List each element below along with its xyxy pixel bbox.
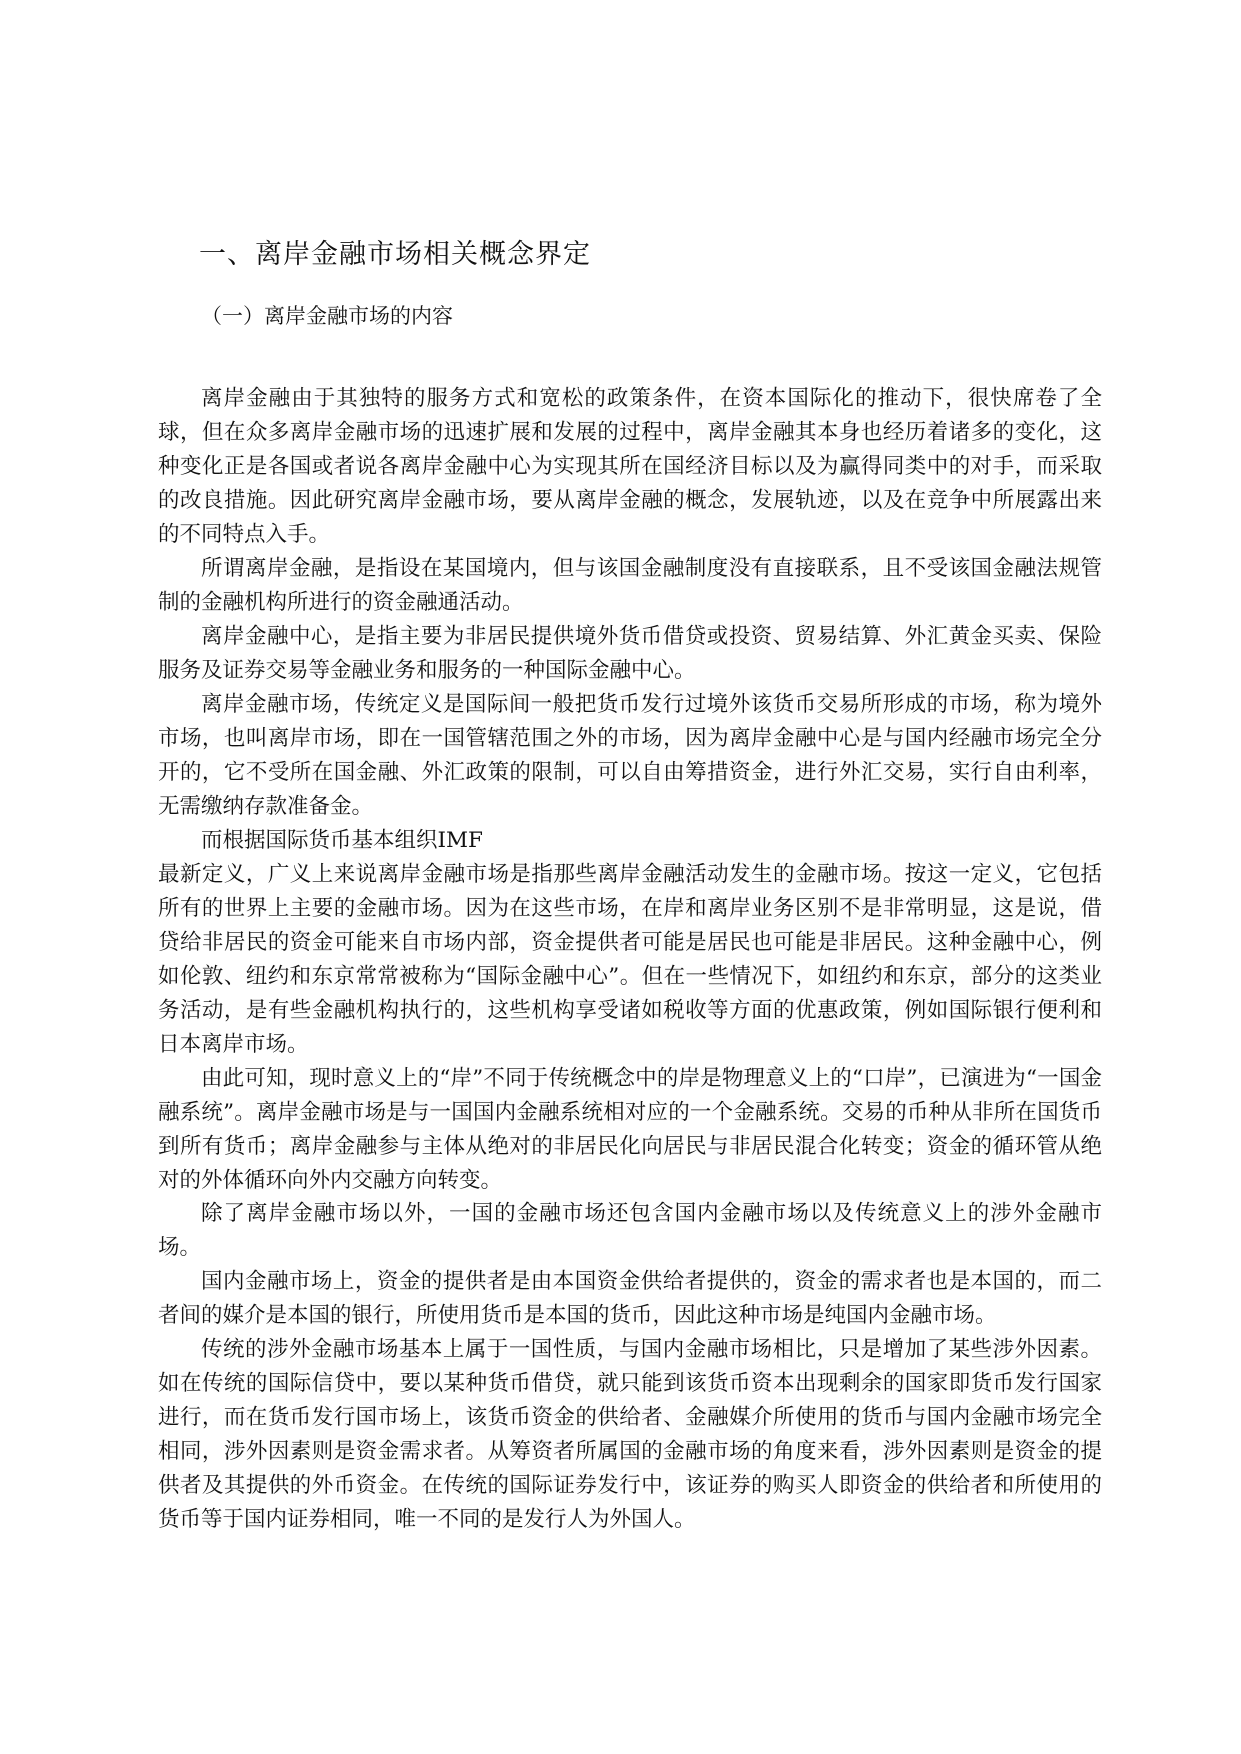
paragraph: 最新定义，广义上来说离岸金融市场是指那些离岸金融活动发生的金融市场。按这一定义，它包括所有的世界上主要的金融市场。因为在这些市场，在岸和离岸业务区别不是非常明显，这是说，借贷给非居民的资金可能来自市场内部，资金提供者可能是居民也可能是非居民。这种金融中心，例如伦敦、纽约和东京常常被称为“国际金融中心”。但在一些情况下，如纽约和东京，部分的这类业务活动，是有些金融机构执行的，这些机构享受诸如税收等方面的优惠政策，例如国际银行便利和日本离岸市场。 bbox=[158, 862, 1102, 1057]
paragraph: 而根据国际货币基本组织IMF bbox=[201, 828, 483, 853]
body-section-b bbox=[158, 1197, 1102, 1537]
paragraph: 离岸金融中心，是指主要为非居民提供境外货币借贷或投资、贸易结算、外汇黄金买卖、保险服务及证券交易等金融业务和服务的一种国际金融中心。 bbox=[158, 624, 1102, 683]
paragraph: 除了离岸金融市场以外，一国的金融市场还包含国内金融市场以及传统意义上的涉外金融市场。 bbox=[158, 1201, 1102, 1260]
paragraph: 离岸金融市场，传统定义是国际间一般把货币发行过境外该货币交易所形成的市场，称为境外市场，也叫离岸市场，即在一国管辖范围之外的市场，因为离岸金融中心是与国内经融市场完全分开的，它不受所在国金融、外汇政策的限制，可以自由筹措资金，进行外汇交易，实行自由利率，无需缴纳存款准备金。 bbox=[158, 692, 1102, 819]
paragraph: 离岸金融由于其独特的服务方式和宽松的政策条件，在资本国际化的推动下，很快席卷了全球，但在众多离岸金融市场的迅速扩展和发展的过程中，离岸金融其本身也经历着诸多的变化，这种变化正是各国或者说各离岸金融中心为实现其所在国经济目标以及为赢得同类中的对手，而采取的改良措施。因此研究离岸金融市场，要从离岸金融的概念，发展轨迹，以及在竞争中所展露出来的不同特点入手。 bbox=[158, 386, 1102, 547]
paragraph: 传统的涉外金融市场基本上属于一国性质，与国内金融市场相比，只是增加了某些涉外因素。如在传统的国际信贷中，要以某种货币借贷，就只能到该货币资本出现剩余的国家即货币发行国家进行，而在货币发行国市场上，该货币资金的供给者、金融媒介所使用的货币与国内金融市场完全相同，涉外因素则是资金需求者。从筹资者所属国的金融市场的角度来看，涉外因素则是资金的提供者及其提供的外币资金。在传统的国际证券发行中，该证券的购买人即资金的供给者和所使用的货币等于国内证券相同，唯一不同的是发行人为外国人。 bbox=[158, 1337, 1102, 1532]
section-heading: 一、离岸金融市场相关概念界定 bbox=[199, 239, 591, 270]
paragraph: 国内金融市场上，资金的提供者是由本国资金供给者提供的，资金的需求者也是本国的，而二者间的媒介是本国的银行，所使用货币是本国的货币，因此这种市场是纯国内金融市场。 bbox=[158, 1269, 1102, 1328]
paragraph: 由此可知，现时意义上的“岸”不同于传统概念中的岸是物理意义上的“口岸”，已演进为“一国金融系统”。离岸金融市场是与一国国内金融系统相对应的一个金融系统。交易的币种从非所在国货币到所有货币；离岸金融参与主体从绝对的非居民化向居民与非居民混合化转变；资金的循环管从绝对的外体循环向外内交融方向转变。 bbox=[158, 1066, 1102, 1193]
body-section-a bbox=[158, 382, 1102, 1198]
subsection-heading: （一）离岸金融市场的内容 bbox=[201, 304, 453, 328]
paragraph: 所谓离岸金融，是指设在某国境内，但与该国金融制度没有直接联系，且不受该国金融法规管制的金融机构所进行的资金融通活动。 bbox=[158, 556, 1102, 615]
